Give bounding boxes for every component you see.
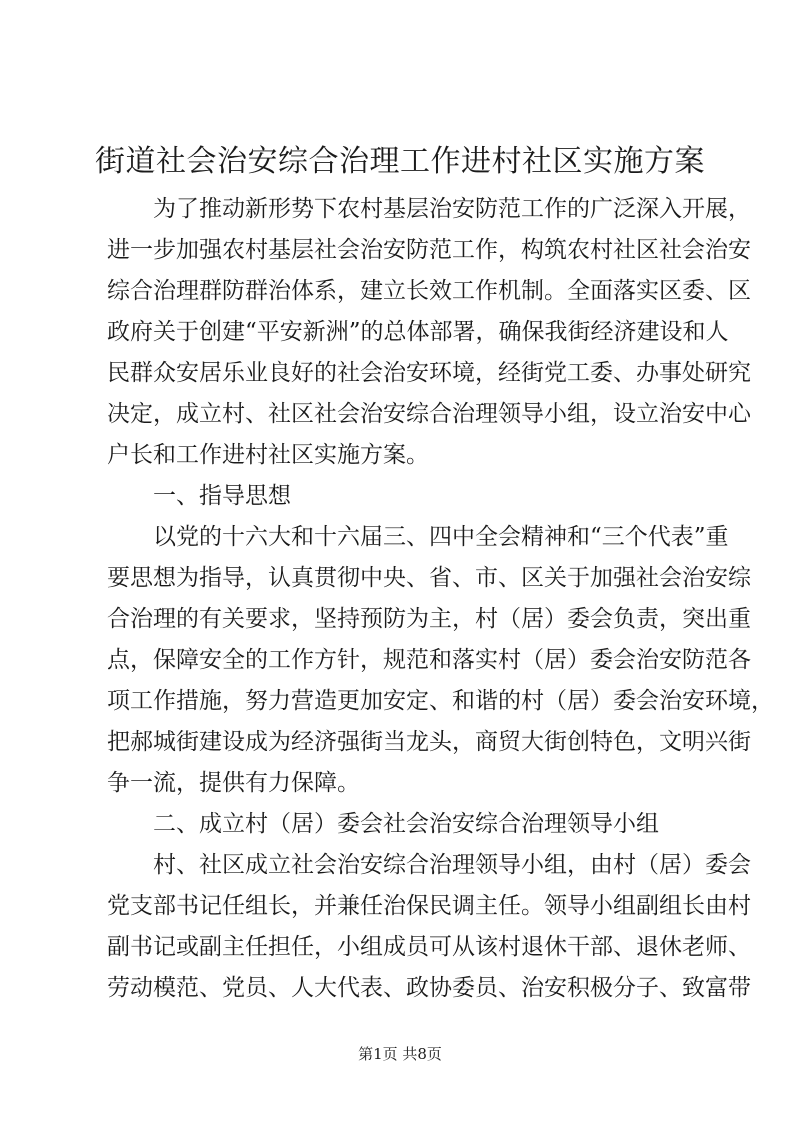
paragraph-line: 政府关于创建“平安新洲”的总体部署，确保我街经济建设和人 — [107, 319, 729, 345]
paragraph-line: 项工作措施，努力营造更加安定、和谐的村（居）委会治安环境， — [107, 688, 774, 714]
paragraph-line: 以党的十六大和十六届三、四中全会精神和“三个代表”重 — [153, 524, 729, 550]
paragraph-line: 把郝城街建设成为经济强街当龙头，商贸大街创特色，文明兴街 — [107, 729, 751, 755]
paragraph-line: 村、社区成立社会治安综合治理领导小组，由村（居）委会 — [153, 852, 751, 878]
section-heading: 二、成立村（居）委会社会治安综合治理领导小组 — [153, 811, 659, 837]
paragraph-line: 党支部书记任组长，并兼任治保民调主任。领导小组副组长由村 — [107, 893, 751, 919]
paragraph-line: 争一流，提供有力保障。 — [107, 770, 360, 796]
paragraph-line: 副书记或副主任担任，小组成员可从该村退休干部、退休老师、 — [107, 934, 751, 960]
paragraph-line: 合治理的有关要求，坚持预防为主，村（居）委会负责，突出重 — [107, 606, 751, 632]
paragraph-line: 决定，成立村、社区社会治安综合治理领导小组，设立治安中心 — [107, 401, 751, 427]
paragraph-line: 点，保障安全的工作方针，规范和落实村（居）委会治安防范各 — [107, 647, 751, 673]
section-heading: 一、指导思想 — [153, 483, 291, 509]
paragraph-line: 户长和工作进村社区实施方案。 — [107, 442, 429, 468]
paragraph-line: 要思想为指导，认真贯彻中央、省、市、区关于加强社会治安综 — [107, 565, 751, 591]
paragraph-line: 民群众安居乐业良好的社会治安环境，经街党工委、办事处研究 — [107, 360, 751, 386]
paragraph-line: 为了推动新形势下农村基层治安防范工作的广泛深入开展， — [153, 196, 751, 222]
document-title: 街道社会治安综合治理工作进村社区实施方案 — [95, 144, 705, 179]
paragraph-line: 综合治理群防群治体系，建立长效工作机制。全面落实区委、区 — [107, 278, 751, 304]
page-indicator: 第1页 共8页 — [358, 1045, 442, 1063]
paragraph-line: 进一步加强农村基层社会治安防范工作，构筑农村社区社会治安 — [107, 237, 751, 263]
paragraph-line: 劳动模范、党员、人大代表、政协委员、治安积极分子、致富带 — [107, 975, 751, 1001]
